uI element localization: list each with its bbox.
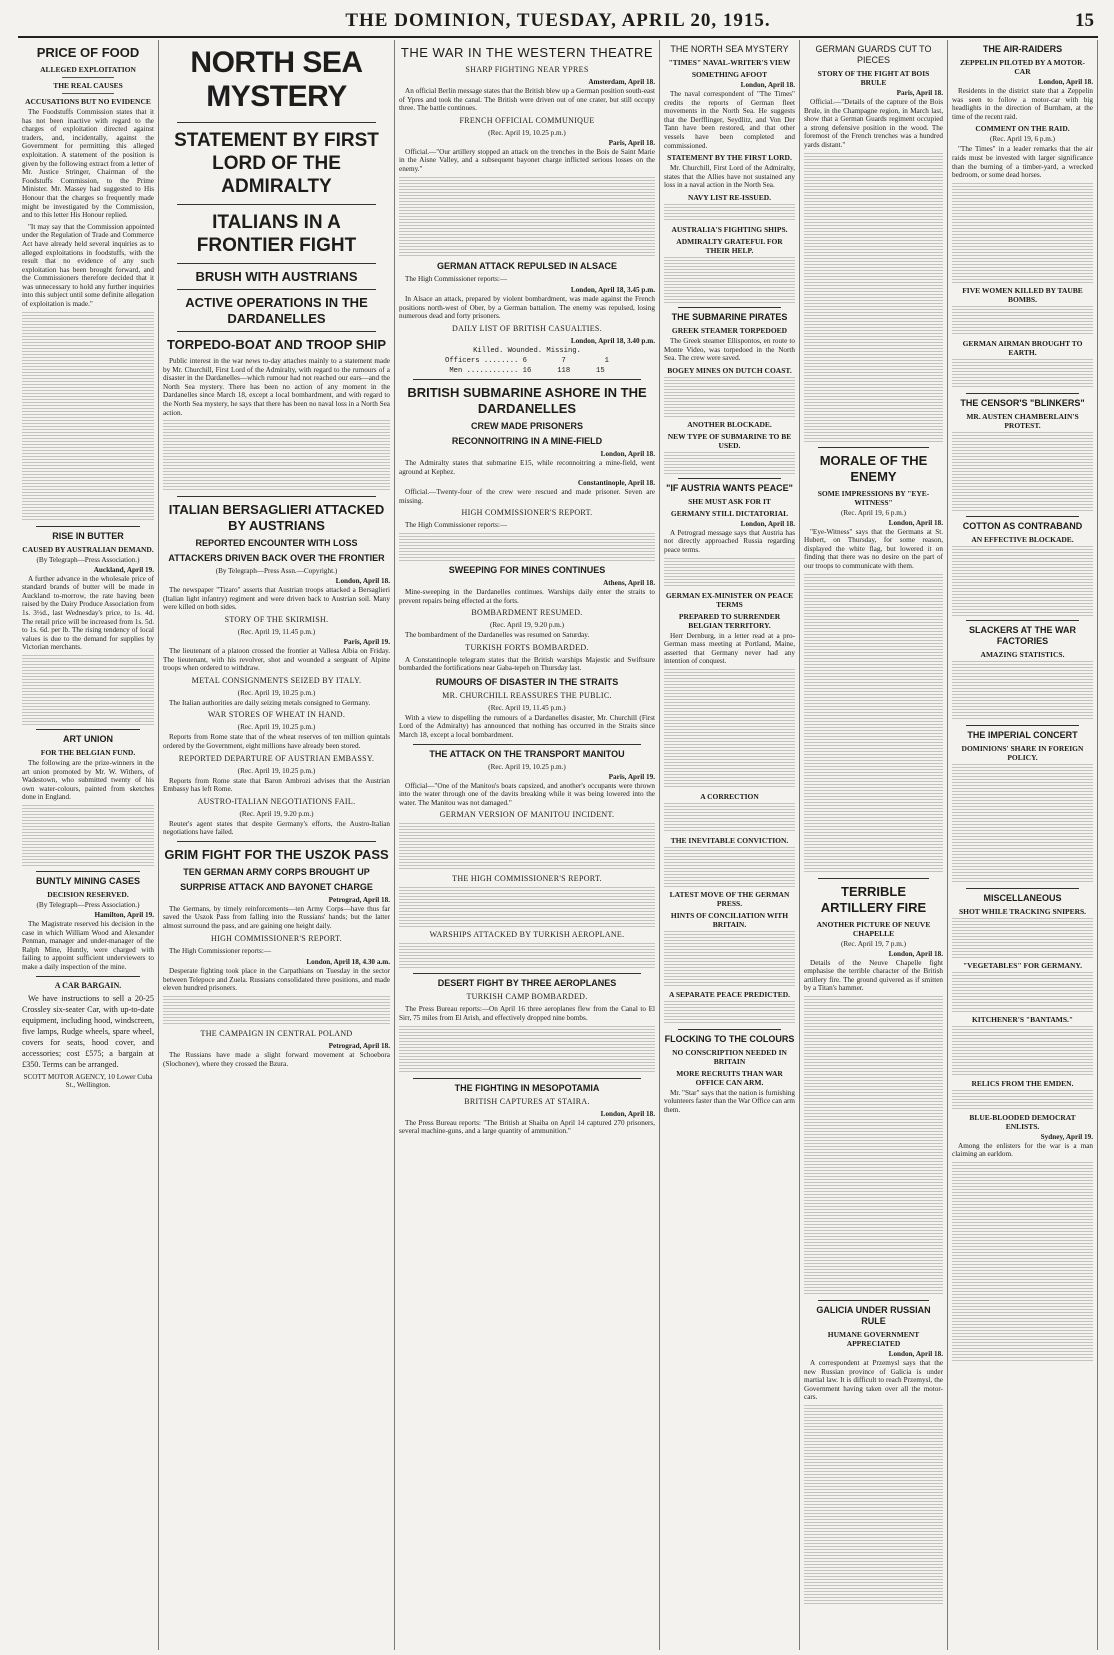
- subheadline: FOR THE BELGIAN FUND.: [40, 748, 136, 757]
- subheadline: AN EFFECTIVE BLOCKADE.: [971, 534, 1074, 544]
- section-heading: GERMAN EX-MINISTER ON PEACE TERMS: [665, 590, 794, 609]
- subheadline: SOMETHING AFOOT: [691, 70, 768, 79]
- section-heading: THE INEVITABLE CONVICTION.: [670, 835, 789, 845]
- text-block: [399, 943, 655, 969]
- headline-slackers: SLACKERS AT THE WAR FACTORIES: [969, 624, 1076, 646]
- text-block: [804, 1405, 943, 1605]
- section-heading: THE HIGH COMMISSIONER'S REPORT.: [452, 874, 602, 884]
- subheadline: "TIMES" NAVAL-WRITER'S VIEW: [668, 58, 791, 67]
- advertisement-title: A CAR BARGAIN.: [54, 980, 122, 990]
- dateline: London, April 18, 3.40 p.m.: [570, 336, 655, 345]
- section-heading: AUSTRO-ITALIAN NEGOTIATIONS FAIL.: [197, 796, 356, 806]
- section-heading: HIGH COMMISSIONER'S REPORT.: [461, 508, 593, 518]
- divider: [966, 516, 1079, 517]
- divider: [678, 307, 781, 308]
- column-4: [660, 40, 800, 1650]
- divider: [678, 1029, 781, 1030]
- text-block: [664, 558, 795, 588]
- article-paragraph: A Petrograd message says that Austria has not directly approached Russia regarding peace terms.: [664, 528, 795, 554]
- text-block: [399, 887, 655, 927]
- article-paragraph: The High Commissioner reports:—: [405, 521, 508, 530]
- article-paragraph: The Russians have made a slight forward movement at Schoebora (Slochonev), where they crossed the Bzura.: [163, 1051, 390, 1068]
- article-paragraph: The Magistrate reserved his decision in the case in which William Wood and Alexander Penman, manager and under-manager of the Ralph Mine, Huntly, were charged with failing to appoint sufficient underviewers to make a daily inspection of the mine.: [22, 919, 154, 971]
- article-paragraph: Official—"One of the Manitou's boats capsized, and another's occupants were thrown into the water through one of the davits breaking while it was being lowered into the water. The Manitou was not damaged.": [399, 781, 655, 807]
- divider: [818, 878, 929, 879]
- article-paragraph: The Italian authorities are daily seizing metals consigned to Germany.: [169, 698, 371, 707]
- text-block: [804, 996, 943, 1296]
- headline-rumours-disaster: RUMOURS OF DISASTER IN THE STRAITS: [435, 676, 619, 687]
- subheadline: ANOTHER PICTURE OF NEUVE CHAPELLE: [816, 919, 931, 938]
- divider: [36, 729, 140, 730]
- dateline: Hamilton, April 19.: [94, 910, 154, 919]
- article-paragraph: Official.—Twenty-four of the crew were rescued and made prisoner. Seven are missing.: [399, 488, 655, 505]
- divider: [177, 263, 376, 264]
- article-paragraph: Reports from Rome state that of the wheat reserves of ten million quintals ordered by the Government, eight millions have already been stored.: [163, 733, 390, 750]
- section-heading: ADMIRALTY GRATEFUL FOR THEIR HELP.: [676, 236, 783, 255]
- article-paragraph: The Press Bureau reports:—On April 16 three aeroplanes flew from the Canal to El Sirr, 75 miles from El Arish, and effectively dropped nine bombs.: [399, 1005, 655, 1023]
- section-heading: THE CAMPAIGN IN CENTRAL POLAND: [200, 1029, 353, 1039]
- divider: [177, 204, 376, 205]
- headline-sweeping-mines: SWEEPING FOR MINES CONTINUES: [448, 564, 606, 575]
- casualty-table-header: Killed. Wounded. Missing.: [473, 346, 581, 355]
- dateline: Petrograd, April 18.: [328, 895, 390, 904]
- subheadline: SOME IMPRESSIONS BY "EYE-WITNESS": [817, 488, 930, 507]
- text-block: [399, 533, 655, 561]
- article-paragraph: In Alsace an attack, prepared by violent bombardment, was made against the French positions north-west of Ober, by a German battalion. The enemy was repulsed, losing numerous dead and forty prisoners.: [399, 295, 655, 321]
- divider: [966, 393, 1079, 394]
- headline-british-submarine: BRITISH SUBMARINE ASHORE IN THE DARDANELLES: [407, 384, 647, 416]
- section-heading: "VEGETABLES" FOR GERMANY.: [963, 960, 1082, 970]
- divider: [177, 289, 376, 290]
- headline-uszok-pass: GRIM FIGHT FOR THE USZOK PASS: [164, 846, 389, 862]
- text-block: [664, 452, 795, 474]
- text-block: [952, 546, 1093, 616]
- section-heading: GERMAN AIRMAN BROUGHT TO EARTH.: [962, 338, 1083, 357]
- dateline: Constantinople, April 18.: [577, 479, 655, 488]
- section-heading: FIVE WOMEN KILLED BY TAUBE BOMBS.: [962, 285, 1083, 304]
- section-heading: RELICS FROM THE EMDEN.: [971, 1078, 1074, 1088]
- headline-alsace: GERMAN ATTACK REPULSED IN ALSACE: [437, 260, 617, 271]
- divider: [36, 976, 140, 977]
- headline-german-guards: GERMAN GUARDS CUT TO PIECES: [815, 44, 932, 65]
- dateline: Paris, April 18.: [608, 138, 655, 147]
- text-block: [804, 153, 943, 443]
- headline-censors-blinkers: THE CENSOR'S "BLINKERS": [960, 397, 1085, 408]
- section-heading: FRENCH OFFICIAL COMMUNIQUE: [459, 115, 595, 125]
- text-block: [399, 1026, 655, 1074]
- article-paragraph: A Constantinople telegram states that the British warships Majestic and Swiftsure bombarded the fortifications near Gaba-tepeh on Thursday last.: [399, 655, 655, 673]
- headline-western-theatre: THE WAR IN THE WESTERN THEATRE: [400, 45, 654, 60]
- divider: [966, 888, 1079, 889]
- headline-bersaglieri: ITALIAN BERSAGLIERI ATTACKED BY AUSTRIANS: [168, 502, 385, 534]
- divider: [413, 973, 641, 974]
- section-heading: BLUE-BLOODED DEMOCRAT ENLISTS.: [969, 1112, 1076, 1131]
- column-1: [18, 40, 159, 1650]
- divider: [413, 379, 641, 380]
- subheadline: AMAZING STATISTICS.: [980, 649, 1065, 659]
- dateline: London, April 18.: [888, 1349, 943, 1358]
- divider: [62, 93, 115, 94]
- credit-line: (By Telegraph—Press Association.): [36, 555, 140, 564]
- received-line: (Rec. April 19, 10.25 p.m.): [237, 688, 316, 697]
- subheadline: ATTACKERS DRIVEN BACK OVER THE FRONTIER: [168, 553, 385, 564]
- section-heading: WARSHIPS ATTACKED BY TURKISH AEROPLANE.: [429, 930, 625, 940]
- dateline: London, April 18.: [600, 449, 655, 458]
- article-paragraph: The newspaper "Tizaro" asserts that Austrian troops attacked a Bersaglieri (Italian light infantry) regiment and were driven back to Austrian soil. Many were killed on both sides.: [163, 586, 390, 612]
- page-number: 15: [1075, 10, 1094, 31]
- divider: [413, 744, 641, 745]
- section-heading: COMMENT ON THE RAID.: [975, 124, 1070, 134]
- section-heading: METAL CONSIGNMENTS SEIZED BY ITALY.: [191, 675, 362, 685]
- divider: [36, 526, 140, 527]
- section-heading: SHOT WHILE TRACKING SNIPERS.: [958, 906, 1087, 916]
- text-block: [804, 574, 943, 874]
- text-block: [664, 803, 795, 833]
- received-line: (Rec. April 19, 10.25 p.m.): [488, 762, 566, 771]
- dateline: Sydney, April 19.: [1040, 1132, 1093, 1141]
- article-paragraph: The Germans, by timely reinforcements—ten Army Corps—have thus far saved the Uszok Pass from falling into the Russians' hands; but the latter almost surround the pass, and are gaining one height daily.: [163, 904, 390, 931]
- article-paragraph: Mr. Churchill, First Lord of the Admiralty, states that the Allies have not sustained any loss in a naval action in the North Sea.: [664, 164, 795, 190]
- article-paragraph: The Press Bureau reports: "The British at Shaiba on April 14 captured 270 prisoners, several machine-guns, and a large quantity of ammunition.": [399, 1118, 655, 1136]
- text-block: [664, 931, 795, 987]
- credit-line: (By Telegraph—Press Association.): [36, 900, 140, 909]
- text-block: [664, 204, 795, 222]
- article-paragraph: Desperate fighting took place in the Carpathians on Tuesday in the sector between Telepoce and Zuela. Russians consolidated three positions, and made eleven hundred prisoners.: [163, 967, 390, 993]
- subheadline: CAUSED BY AUSTRALIAN DEMAND.: [22, 544, 154, 554]
- subheadline: TURKISH CAMP BOMBARDED.: [466, 992, 588, 1002]
- article-paragraph: Official.—"Our artillery stopped an attack on the trenches in the Bois de Saint Marie in the Aisne Valley, and a subsequent bayonet charge inflicted serious losses on the enemy.": [399, 147, 655, 173]
- dateline: London, April 18.: [335, 577, 390, 586]
- section-heading: BOGEY MINES ON DUTCH COAST.: [667, 365, 792, 375]
- article-paragraph: Mine-sweeping in the Dardanelles continues. Warships daily enter the straits to prevent repairs being effected at the forts.: [399, 587, 655, 605]
- advertisement-text: We have instructions to sell a 20-25 Crossley six-seater Car, with up-to-date equipment, including hood, windscreen, five lamps, Rudge wheels, spare wheel, covers for seats, hood cover, and accessories; cost £575; a bargain at £350. Terms can be arranged.: [22, 993, 154, 1069]
- subheadline: CREW MADE PRISONERS: [470, 420, 583, 431]
- column-6: [948, 40, 1098, 1650]
- subheadline: HUMANE GOVERNMENT APPRECIATED: [827, 1329, 920, 1348]
- divider: [413, 1078, 641, 1079]
- casualty-table-row: Men ............ 16 118 15: [449, 366, 605, 375]
- subheadline: MORE RECRUITS THAN WAR OFFICE CAN ARM.: [676, 1068, 783, 1087]
- headline-air-raiders: THE AIR-RAIDERS: [982, 44, 1063, 54]
- text-block: [664, 1001, 795, 1025]
- text-block: [952, 1090, 1093, 1110]
- text-block: [952, 359, 1093, 389]
- text-block: [952, 183, 1093, 283]
- subheadline: REPORTED ENCOUNTER WITH LOSS: [195, 538, 358, 549]
- headline-morale-enemy: MORALE OF THE ENEMY: [819, 452, 928, 484]
- section-heading: A SEPARATE PEACE PREDICTED.: [669, 989, 790, 999]
- column-2: [159, 40, 395, 1650]
- dateline: London, April 18.: [888, 518, 943, 527]
- subheadline: DECISION RESERVED.: [47, 889, 129, 899]
- newspaper-title: THE DOMINION, TUESDAY, APRIL 20, 1915.: [345, 10, 771, 31]
- subheadline: STORY OF THE FIGHT AT BOIS BRULE: [817, 69, 930, 87]
- section-heading: NEW TYPE OF SUBMARINE TO BE USED.: [667, 431, 792, 450]
- subheadline: ZEPPELIN PILOTED BY A MOTOR-CAR: [959, 58, 1086, 76]
- casualty-table-row: Officers ........ 6 7 1: [445, 356, 609, 365]
- headline-imperial-concert: THE IMPERIAL CONCERT: [967, 729, 1078, 740]
- article-paragraph: The High Commissioner reports:—: [405, 274, 508, 283]
- section-heading: STORY OF THE SKIRMISH.: [224, 614, 329, 624]
- article-paragraph: Official.—"Details of the capture of the Bois Brule, in the Champagne region, in March last, show that a German Guards regiment occupied a strong defensive position in the wood. The foremost of the French trenches was a hundred yards distant.": [804, 98, 943, 149]
- dateline: London, April 18.: [888, 949, 943, 958]
- dateline: London, April 18, 4.30 a.m.: [306, 958, 390, 967]
- divider: [177, 122, 376, 123]
- section-heading: A CORRECTION: [700, 791, 759, 801]
- dateline: London, April 18.: [600, 1109, 655, 1118]
- article-paragraph: An official Berlin message states that the British blew up a German position south-east of Ypres and took the canal. The British were driven out of one crater, but still occupy three. The battle continues.: [399, 87, 655, 113]
- subheadline: ACCUSATIONS BUT NO EVIDENCE: [25, 97, 151, 106]
- article-paragraph: A further advance in the wholesale price of standard brands of butter will be made in Auckland to-morrow, the rate having been raised by the Dairy Produce Association from 1s. 3½d., last Wednesday's price, to 1s. 4d. The retail price will be increased from 1s. 5d. to 1s. 6d. per lb. The rising tendency of local values is due to the demand for supplies by Victorian merchants.: [22, 574, 154, 652]
- subheadline: SURPRISE ATTACK AND BAYONET CHARGE: [180, 881, 373, 892]
- received-line: (Rec. April 19, 7 p.m.): [840, 939, 907, 948]
- received-line: (Rec. April 19, 9.20 p.m.): [239, 809, 314, 818]
- article-paragraph: Residents in the district state that a Zeppelin was seen to follow a motor-car with big headlights in the direction of Burnham, at the time of the recent raid.: [952, 87, 1093, 121]
- divider: [177, 331, 376, 332]
- dateline: Paris, April 18.: [896, 89, 943, 97]
- article-paragraph: The High Commissioner reports:—: [169, 946, 272, 955]
- text-block: [952, 661, 1093, 721]
- section-heading: KITCHENER'S "BANTAMS.": [971, 1014, 1074, 1024]
- subheadline: GERMANY STILL DICTATORIAL: [670, 508, 789, 518]
- text-block: [163, 996, 390, 1026]
- text-block: [952, 764, 1093, 884]
- dateline: London, April 18.: [1038, 78, 1093, 86]
- headline-artillery-fire: TERRIBLE ARTILLERY FIRE: [820, 883, 927, 915]
- headline-price-of-food: PRICE OF FOOD: [36, 45, 140, 60]
- section-heading: STATEMENT BY THE FIRST LORD.: [667, 153, 792, 163]
- subheadline: NO CONSCRIPTION NEEDED IN BRITAIN: [672, 1047, 787, 1066]
- headline-austria-peace: "IF AUSTRIA WANTS PEACE": [666, 482, 793, 493]
- headline-active-operations: ACTIVE OPERATIONS IN THE DARDANELLES: [185, 295, 368, 326]
- headline-cotton-contraband: COTTON AS CONTRABAND: [962, 520, 1083, 531]
- section-heading: ANOTHER BLOCKADE.: [687, 419, 772, 429]
- received-line: (Rec. April 19, 10.25 p.m.): [237, 766, 316, 775]
- credit-line: (By Telegraph—Press Assn.—Copyright.): [215, 567, 338, 576]
- dateline: Paris, April 19.: [343, 637, 390, 646]
- received-line: (Rec. April 19, 11.45 p.m.): [488, 703, 566, 712]
- text-block: [22, 805, 154, 867]
- text-block: [952, 1026, 1093, 1076]
- dateline: Petrograd, April 18.: [328, 1042, 390, 1051]
- dateline: London, April 18, 3.45 p.m.: [570, 286, 655, 295]
- subheadline: THE REAL CAUSES: [53, 81, 123, 90]
- divider: [36, 871, 140, 872]
- section-heading: TURKISH FORTS BOMBARDED.: [465, 642, 589, 652]
- headline-submarine-pirates: THE SUBMARINE PIRATES: [671, 311, 788, 322]
- received-line: (Rec. April 19, 9.20 p.m.): [489, 621, 565, 630]
- text-block: [952, 1162, 1093, 1362]
- received-line: (Rec. April 19, 10.25 p.m.): [488, 128, 566, 137]
- article-paragraph: Mr. "Star" says that the nation is furnishing volunteers faster than the War Office can arm them.: [664, 1088, 795, 1115]
- dateline: Auckland, April 19.: [93, 565, 154, 574]
- headline-flocking-colours: FLOCKING TO THE COLOURS: [664, 1033, 795, 1044]
- masthead: [18, 10, 1098, 38]
- section-heading: NAVY LIST RE-ISSUED.: [687, 192, 772, 202]
- text-block: [952, 918, 1093, 958]
- subheadline: SHARP FIGHTING NEAR YPRES: [465, 65, 589, 74]
- article-paragraph: The Admiralty states that submarine E15, while reconnoitring a mine-field, went aground at Kephez.: [399, 458, 655, 476]
- dateline: Paris, April 19.: [608, 772, 655, 781]
- article-paragraph: Herr Dernburg, in a letter read at a pro-German mass meeting at Portland, Maine, asserted that Germany never had any intention of conquest.: [664, 631, 795, 666]
- text-block: [22, 655, 154, 725]
- headline-brush-austrians: BRUSH WITH AUSTRIANS: [195, 269, 358, 284]
- text-block: [664, 377, 795, 417]
- text-block: [952, 432, 1093, 512]
- article-paragraph: Reuter's agent states that despite Germany's efforts, the Austro-Italian negotiations have failed.: [163, 819, 390, 837]
- column-3: [395, 40, 660, 1650]
- column-5: [800, 40, 948, 1650]
- subheadline: RECONNOITRING IN A MINE-FIELD: [451, 435, 603, 446]
- divider: [966, 620, 1079, 621]
- subheadline: GREEK STEAMER TORPEDOED: [671, 325, 788, 335]
- dateline: London, April 18.: [740, 81, 795, 89]
- headline-miscellaneous: MISCELLANEOUS: [983, 892, 1062, 903]
- headline-statement-first-lord: STATEMENT BY FIRST LORD OF THE ADMIRALTY: [174, 130, 379, 197]
- headline-rise-in-butter: RISE IN BUTTER: [52, 530, 124, 541]
- article-paragraph: Public interest in the war news to-day attaches mainly to a statement made by Mr. Churchill, First Lord of the Admiralty, with regard to the rumours of a disaster in the Dardanelles—which rumour had not reached our ears—and the North Sea mystery. There has been no action of any moment in the Dardanelles since March 18, except a local bombardment, and with regard to the North Sea mystery, he says that there has been no naval loss in a North Sea action.: [163, 357, 390, 417]
- subheadline: ALLEGED EXPLOITATION: [40, 65, 136, 74]
- text-block: [163, 420, 390, 492]
- section-heading: AUSTRALIA'S FIGHTING SHIPS.: [671, 224, 788, 234]
- section-heading: GERMAN VERSION OF MANITOU INCIDENT.: [439, 810, 615, 820]
- headline-italians-frontier: ITALIANS IN A FRONTIER FIGHT: [196, 212, 357, 256]
- subheadline: MR. CHURCHILL REASSURES THE PUBLIC.: [442, 690, 612, 700]
- text-block: [664, 257, 795, 303]
- text-block: [664, 669, 795, 789]
- section-heading: PREPARED TO SURRENDER BELGIAN TERRITORY.: [678, 611, 781, 630]
- article-paragraph: "It may say that the Commission appointed under the Regulation of Trade and Commerce Act have already held several inquiries as to alleged exploitations in foodstuffs, with the result that no evidence of any such exploitation has been brought forward, and the Commissioners therefore decided that it was unnecessary to hold any further inquiries into this subject until some definite allegation of exploitation is made.": [22, 222, 154, 309]
- article-paragraph: A correspondent at Przemysl says that the new Russian province of Galicia is under martial law. It is difficult to reach Przemysl, the Government having taken over all the motor-cars.: [804, 1358, 943, 1402]
- divider: [177, 496, 376, 497]
- dateline: Athens, April 18.: [603, 578, 655, 587]
- text-block: [399, 177, 655, 257]
- received-line: (Rec. April 19, 11.45 p.m.): [237, 627, 316, 636]
- headline-art-union: ART UNION: [63, 734, 113, 744]
- headline-buntly-mining: BUNTLY MINING CASES: [35, 875, 140, 886]
- section-heading: HINTS OF CONCILIATION WITH BRITAIN.: [670, 910, 789, 929]
- subheadline: SHE MUST ASK FOR IT: [688, 496, 771, 506]
- article-paragraph: "The Times" in a leader remarks that the air raids must be invested with larger significance than the burning of a timber-yard, a wrecked bedroom, or some dead horses.: [952, 145, 1093, 180]
- headline-torpedo-boat: TORPEDO-BOAT AND TROOP SHIP: [166, 337, 387, 352]
- dateline: Amsterdam, April 18.: [588, 78, 655, 86]
- article-paragraph: Among the enlisters for the war is a man claiming an earldom.: [952, 1141, 1093, 1159]
- text-block: [399, 823, 655, 871]
- article-paragraph: The naval correspondent of "The Times" credits the reports of German fleet movements in the North Sea. He suggests that the Derfflinger, Seydlitz, and Von Der Tann have been restored, and that other vessels have been completed and commissioned.: [664, 90, 795, 150]
- article-paragraph: With a view to dispelling the rumours of a Dardanelles disaster, Mr. Churchill (First Lord of the Admiralty) has announced that nothing has occurred in the Straits since March 18, except a local bombardment.: [399, 713, 655, 740]
- text-block: [952, 972, 1093, 1012]
- article-paragraph: The lieutenant of a platoon crossed the frontier at Vallesa Albia on Friday. The lieutenant, with his revolver, shot and wounded a sergeant of Alpine troops when ordered to withdraw.: [163, 646, 390, 673]
- divider: [966, 725, 1079, 726]
- section-heading: REPORTED DEPARTURE OF AUSTRIAN EMBASSY.: [178, 753, 375, 763]
- received-line: (Rec. April 19, 6 p.m.): [989, 135, 1056, 144]
- subheadline: MR. AUSTEN CHAMBERLAIN'S PROTEST.: [966, 411, 1079, 430]
- headline-north-sea-mystery: THE NORTH SEA MYSTERY: [670, 44, 789, 54]
- article-paragraph: The bombardment of the Dardanelles was resumed on Saturday.: [405, 631, 590, 640]
- divider: [62, 77, 115, 78]
- article-paragraph: Reports from Rome state that Baron Ambrozi advises that the Austrian Embassy has left Rome.: [163, 776, 390, 794]
- headline-desert-fight: DESERT FIGHT BY THREE AEROPLANES: [437, 978, 617, 989]
- article-paragraph: The Greek steamer Ellispontos, en route to Monte Video, was torpedoed in the North Sea. The crew were saved.: [664, 336, 795, 363]
- headline-galicia: GALICIA UNDER RUSSIAN RULE: [816, 1304, 931, 1326]
- article-paragraph: The Foodstuffs Commission states that it has not been inactive with regard to the charges of exploitation directed against traders, and, incidentally, against the Government for permitting this alleged exploitation. A statement of the position is given by the following extract from a letter of Mr. Justice Stringer, Chairman of the Foodstuffs Commission, to the Prime Minister. Mr. Massey had suggested to His Honour that the charges so frequently made might be investigated by the Commission, and to this letter His Honour replied.: [22, 108, 154, 220]
- received-line: (Rec. April 19, 6 p.m.): [840, 508, 907, 517]
- divider: [818, 1300, 929, 1301]
- section-heading: BOMBARDMENT RESUMED.: [471, 608, 583, 618]
- subheadline: TEN GERMAN ARMY CORPS BROUGHT UP: [183, 866, 370, 877]
- received-line: (Rec. April 19, 10.25 p.m.): [237, 723, 316, 732]
- advertisement-signature: SCOTT MOTOR AGENCY, 10 Lower Cuba St., Wellington.: [23, 1072, 153, 1090]
- text-block: [664, 847, 795, 887]
- text-block: [952, 306, 1093, 336]
- headline-manitou: THE ATTACK ON THE TRANSPORT MANITOU: [429, 748, 625, 759]
- section-heading: DAILY LIST OF BRITISH CASUALTIES.: [452, 323, 602, 333]
- headline-mesopotamia: THE FIGHTING IN MESOPOTAMIA: [454, 1082, 600, 1093]
- article-paragraph: "Eye-Witness" says that the Germans at St. Hubert, on Thursday, for some reason, displayed the white flag, but lowered it on finding that there was no desire on the part of our troops to communicate with them.: [804, 527, 943, 570]
- text-block: [22, 312, 154, 522]
- divider: [177, 841, 376, 842]
- divider: [678, 478, 781, 479]
- dateline: London, April 18.: [740, 519, 795, 528]
- article-paragraph: The following are the prize-winners in the art union promoted by Mr. W. Withers, of Wadestown, who submitted twenty of his own water-colours, painted from sketches done in England.: [22, 759, 154, 802]
- section-heading: LATEST MOVE OF THE GERMAN PRESS.: [669, 889, 790, 908]
- section-heading: WAR STORES OF WHEAT IN HAND.: [207, 710, 346, 720]
- divider: [818, 447, 929, 448]
- article-paragraph: Details of the Neuve Chapelle fight emphasise the terrible character of the British artillery fire. The ground quivered as if smitten by a Titan's hammer.: [804, 958, 943, 993]
- subheadline: BRITISH CAPTURES AT STAIRA.: [464, 1096, 590, 1106]
- headline-north-sea-mystery: NORTH SEA MYSTERY: [190, 46, 363, 113]
- subheadline: DOMINIONS' SHARE IN FOREIGN POLICY.: [961, 743, 1084, 762]
- section-heading: HIGH COMMISSIONER'S REPORT.: [211, 933, 342, 943]
